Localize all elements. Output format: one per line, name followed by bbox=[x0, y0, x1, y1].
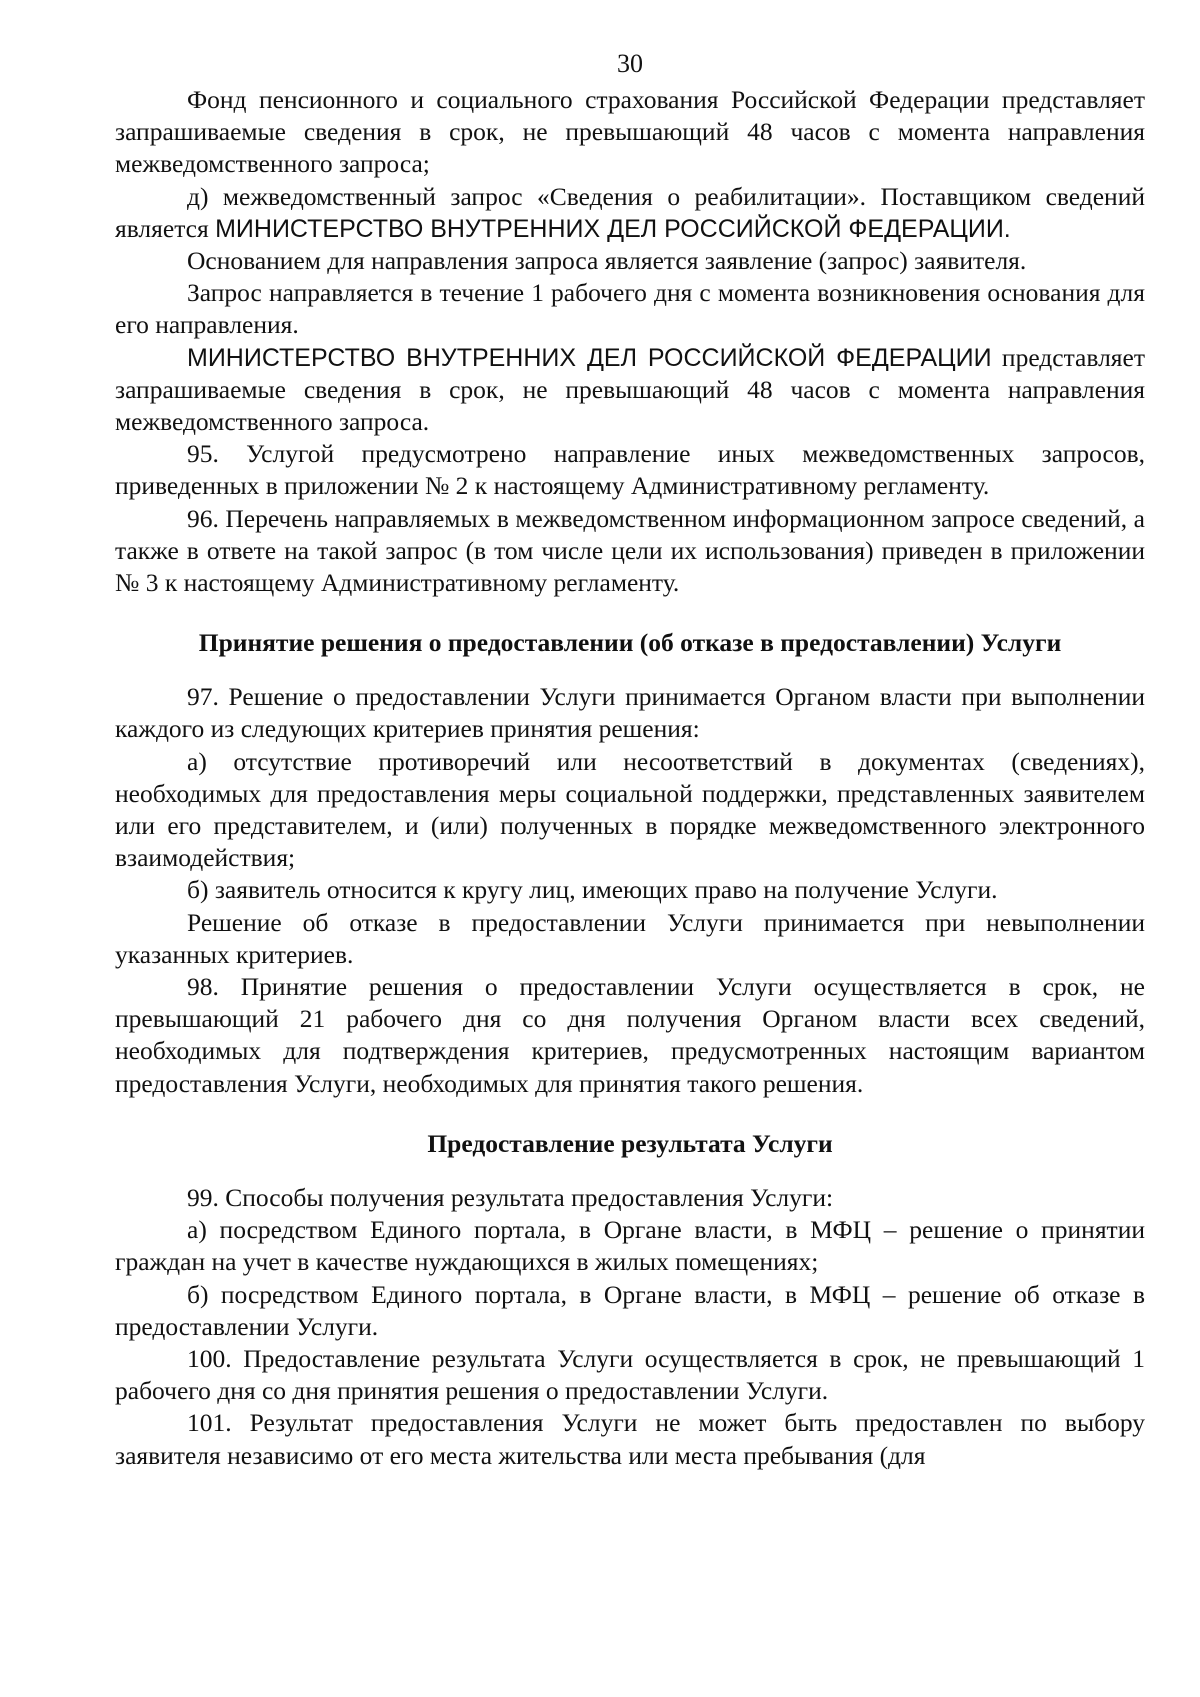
paragraph-97-a: а) отсутствие противоречий или несоответствий в документах (сведениях), необходимых для предоставления меры социальной поддержки, представленных заявителем или его представителем, и (или) полученных в порядке межведомственного электронного взаимодействия; bbox=[115, 746, 1145, 873]
ministry-name: МИНИСТЕРСТВО ВНУТРЕННИХ ДЕЛ РОССИЙСКОЙ ФЕДЕРАЦИИ. bbox=[215, 214, 1011, 243]
paragraph-mvd-response bbox=[115, 342, 1145, 439]
paragraph-refusal: Решение об отказе в предоставлении Услуги принимается при невыполнении указанных критериев. bbox=[115, 907, 1145, 969]
paragraph-request-basis: Основанием для направления запроса является заявление (запрос) заявителя. bbox=[187, 246, 1027, 276]
paragraph-request-rehabilitation bbox=[115, 181, 1145, 245]
section-heading-result: Предоставление результата Услуги bbox=[427, 1128, 833, 1158]
section-heading-decision: Принятие решения о предоставлении (об отказе в предоставлении) Услуги bbox=[198, 628, 1062, 658]
paragraph-100: 100. Предоставление результата Услуги осуществляется в срок, не превышающий 1 рабочего дня со дня принятия решения о предоставлении Услуги. bbox=[115, 1343, 1145, 1406]
paragraph-98: 98. Принятие решения о предоставлении Услуги осуществляется в срок, не превышающий 21 рабочего дня со дня получения Органом власти всех сведений, необходимых для подтверждения критериев, предусмотренных настоящим вариантом предоставления Услуги, необходимых для принятия такого решения. bbox=[115, 972, 1145, 1098]
document-page bbox=[115, 48, 1145, 1472]
paragraph-request-rehabilitation-text: д) межведомственный запрос «Сведения о реабилитации». Поставщиком сведений является bbox=[115, 181, 1145, 243]
paragraph-99-b: б) посредством Единого портала, в Органе власти, в МФЦ – решение об отказе в предоставлении Услуги. bbox=[115, 1279, 1145, 1341]
paragraph-96: 96. Перечень направляемых в межведомственном информационном запросе сведений, а также в ответе на такой запрос (в том числе цели их использования) приведен в приложении № 3 к настоящему Административному регламенту. bbox=[115, 503, 1145, 598]
paragraph-101: 101. Результат предоставления Услуги не может быть предоставлен по выбору заявителя независимо от его места жительства или места пребывания (для bbox=[115, 1408, 1145, 1470]
page-number: 30 bbox=[617, 49, 643, 78]
ministry-name-2: МИНИСТЕРСТВО ВНУТРЕННИХ ДЕЛ РОССИЙСКОЙ ФЕДЕРАЦИИ bbox=[187, 343, 992, 372]
paragraph-request-deadline: Запрос направляется в течение 1 рабочего дня с момента возникновения основания для его направления. bbox=[115, 278, 1145, 340]
paragraph-99-a: а) посредством Единого портала, в Органе власти, в МФЦ – решение о принятии граждан на учет в качестве нуждающихся в жилых помещениях; bbox=[115, 1215, 1145, 1277]
paragraph-99: 99. Способы получения результата предоставления Услуги: bbox=[187, 1182, 834, 1212]
paragraph-97: 97. Решение о предоставлении Услуги принимается Органом власти при выполнении каждого из следующих критериев принятия решения: bbox=[115, 682, 1145, 744]
paragraph-pfr-response: Фонд пенсионного и социального страхования Российской Федерации представляет запрашиваемые сведения в срок, не превышающий 48 часов с момента направления межведомственного запроса; bbox=[115, 85, 1145, 179]
paragraph-95: 95. Услугой предусмотрено направление иных межведомственных запросов, приведенных в приложении № 2 к настоящему Административному регламенту. bbox=[115, 439, 1145, 501]
paragraph-mvd-response-text: представляет запрашиваемые сведения в срок, не превышающий 48 часов с момента направления межведомственного запроса. bbox=[115, 342, 1145, 437]
paragraph-97-b: б) заявитель относится к кругу лиц, имеющих право на получение Услуги. bbox=[187, 875, 998, 905]
